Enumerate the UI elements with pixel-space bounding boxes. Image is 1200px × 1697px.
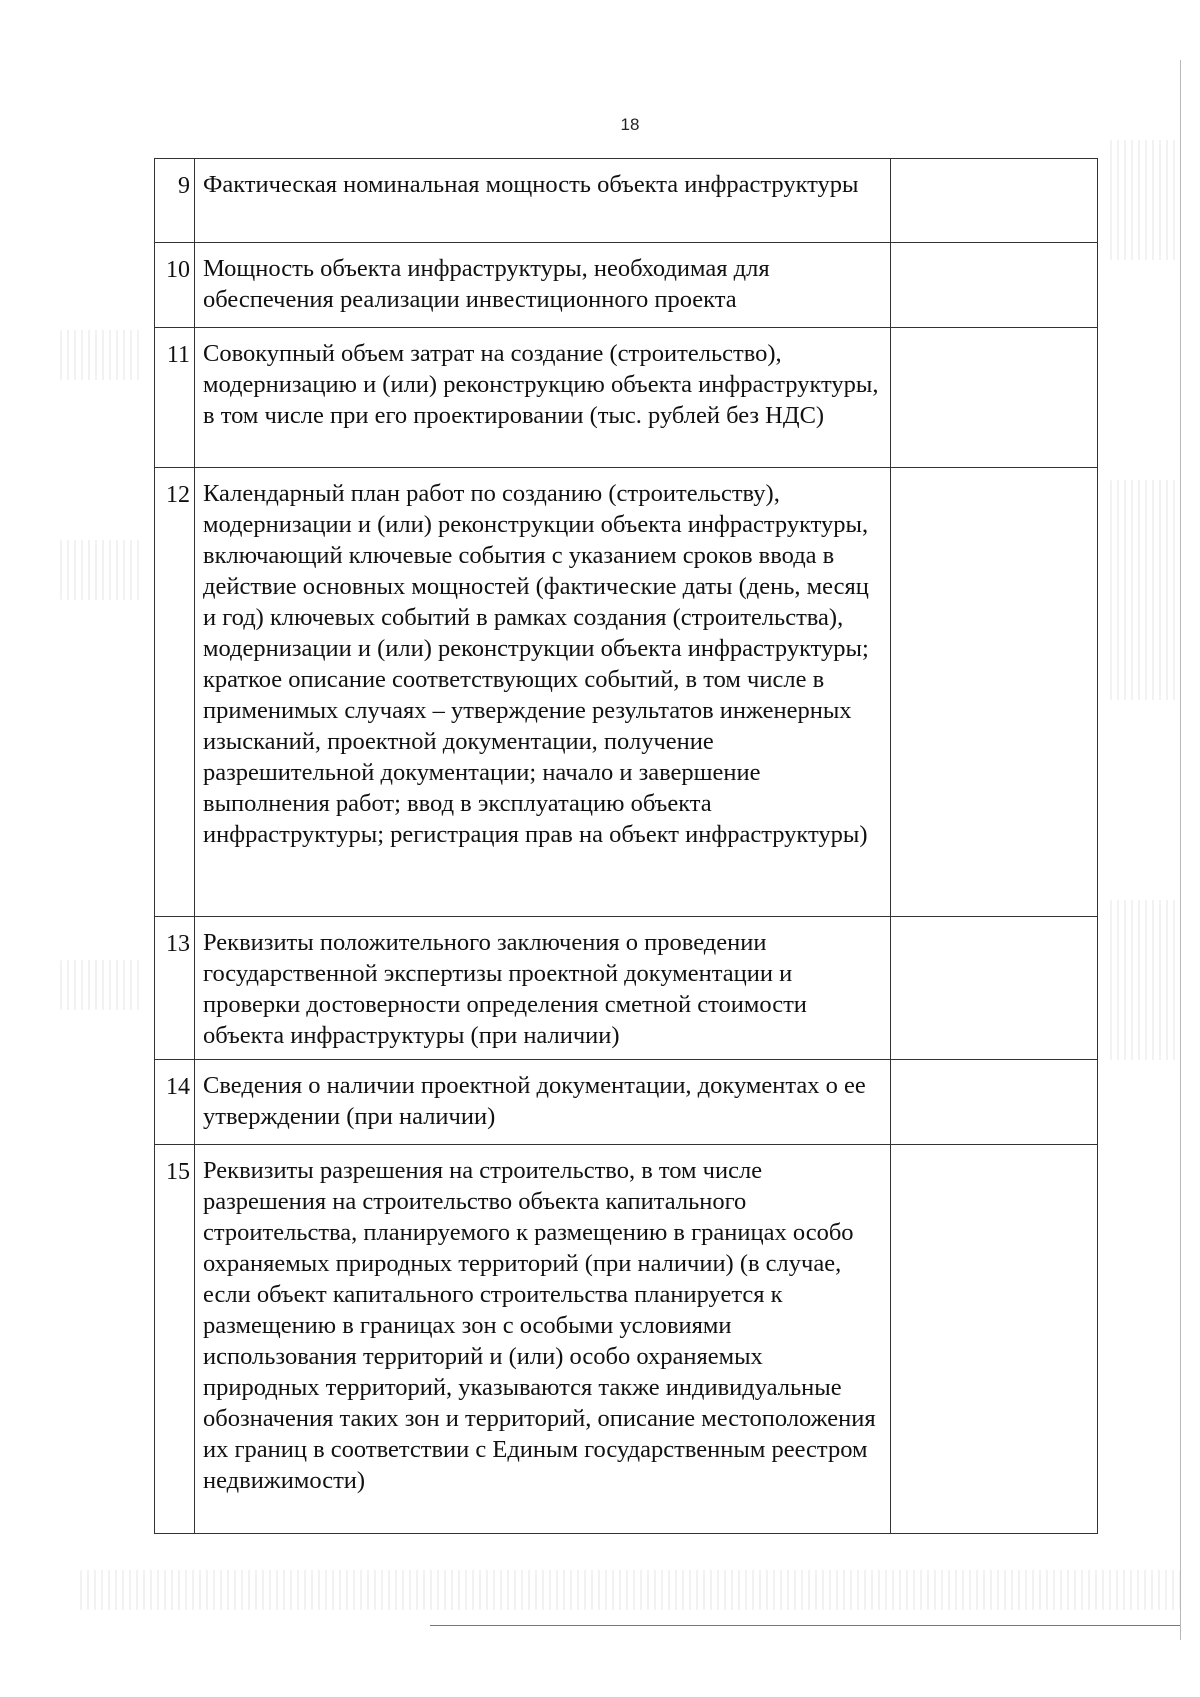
scan-noise bbox=[60, 330, 140, 380]
row-value bbox=[891, 243, 1098, 328]
bottom-rule bbox=[430, 1625, 1180, 1626]
scan-edge-line bbox=[1180, 60, 1181, 1640]
table-row bbox=[155, 328, 1098, 468]
row-value bbox=[891, 328, 1098, 468]
row-number: 12 bbox=[155, 468, 195, 917]
scan-noise bbox=[60, 540, 140, 600]
table-row bbox=[155, 468, 1098, 917]
row-number: 13 bbox=[155, 917, 195, 1060]
scan-noise bbox=[1110, 900, 1180, 1060]
row-text: Мощность объекта инфраструктуры, необходимая для обеспечения реализации инвестиционного проекта bbox=[195, 243, 891, 328]
row-value bbox=[891, 1060, 1098, 1145]
page-number: 18 bbox=[620, 115, 640, 134]
row-number: 11 bbox=[155, 328, 195, 468]
scan-noise bbox=[1110, 480, 1180, 700]
scan-noise bbox=[1110, 140, 1180, 260]
table-row bbox=[155, 917, 1098, 1060]
row-text: Фактическая номинальная мощность объекта инфраструктуры bbox=[195, 159, 891, 243]
row-value bbox=[891, 159, 1098, 243]
row-text: Сведения о наличии проектной документации, документах о ее утверждении (при наличии) bbox=[195, 1060, 891, 1145]
row-number: 10 bbox=[155, 243, 195, 328]
scan-noise bbox=[80, 1570, 1180, 1610]
scan-noise bbox=[60, 960, 140, 1010]
row-number: 9 bbox=[155, 159, 195, 243]
row-number: 15 bbox=[155, 1145, 195, 1534]
row-text: Реквизиты положительного заключения о проведении государственной экспертизы проектной документации и проверки достоверности определения сметной стоимости объекта инфраструктуры (при наличии) bbox=[195, 917, 891, 1060]
table-row bbox=[155, 243, 1098, 328]
row-text: Совокупный объем затрат на создание (строительство), модернизацию и (или) реконструкцию объекта инфраструктуры, в том числе при его проектировании (тыс. рублей без НДС) bbox=[195, 328, 891, 468]
row-value bbox=[891, 468, 1098, 917]
row-text: Календарный план работ по созданию (строительству), модернизации и (или) реконструкции объекта инфраструктуры, включающий ключевые события с указанием сроков ввода в действие основных мощностей (фактические даты (день, месяц и год) ключевых событий в рамках создания (строительства), модернизации и (или) реконструкции объекта инфраструктуры; краткое описание соответствующих событий, в том числе в применимых случаях – утверждение результатов инженерных изысканий, проектной документации, получение разрешительной документации; начало и завершение выполнения работ; ввод в эксплуатацию объекта инфраструктуры; регистрация прав на объект инфраструктуры) bbox=[195, 468, 891, 917]
row-text: Реквизиты разрешения на строительство, в том числе разрешения на строительство объекта капитального строительства, планируемого к размещению в границах особо охраняемых природных территорий (при наличии) (в случае, если объект капитального строительства планируется к размещению в границах зон с особыми условиями использования территорий и (или) особо охраняемых природных территорий, указываются также индивидуальные обозначения таких зон и территорий, описание местоположения их границ в соответствии с Единым государственным реестром недвижимости) bbox=[195, 1145, 891, 1534]
row-value bbox=[891, 1145, 1098, 1534]
requirements-table bbox=[154, 158, 1098, 1534]
table-row bbox=[155, 1060, 1098, 1145]
row-value bbox=[891, 917, 1098, 1060]
table-row bbox=[155, 159, 1098, 243]
table-row bbox=[155, 1145, 1098, 1534]
row-number: 14 bbox=[155, 1060, 195, 1145]
